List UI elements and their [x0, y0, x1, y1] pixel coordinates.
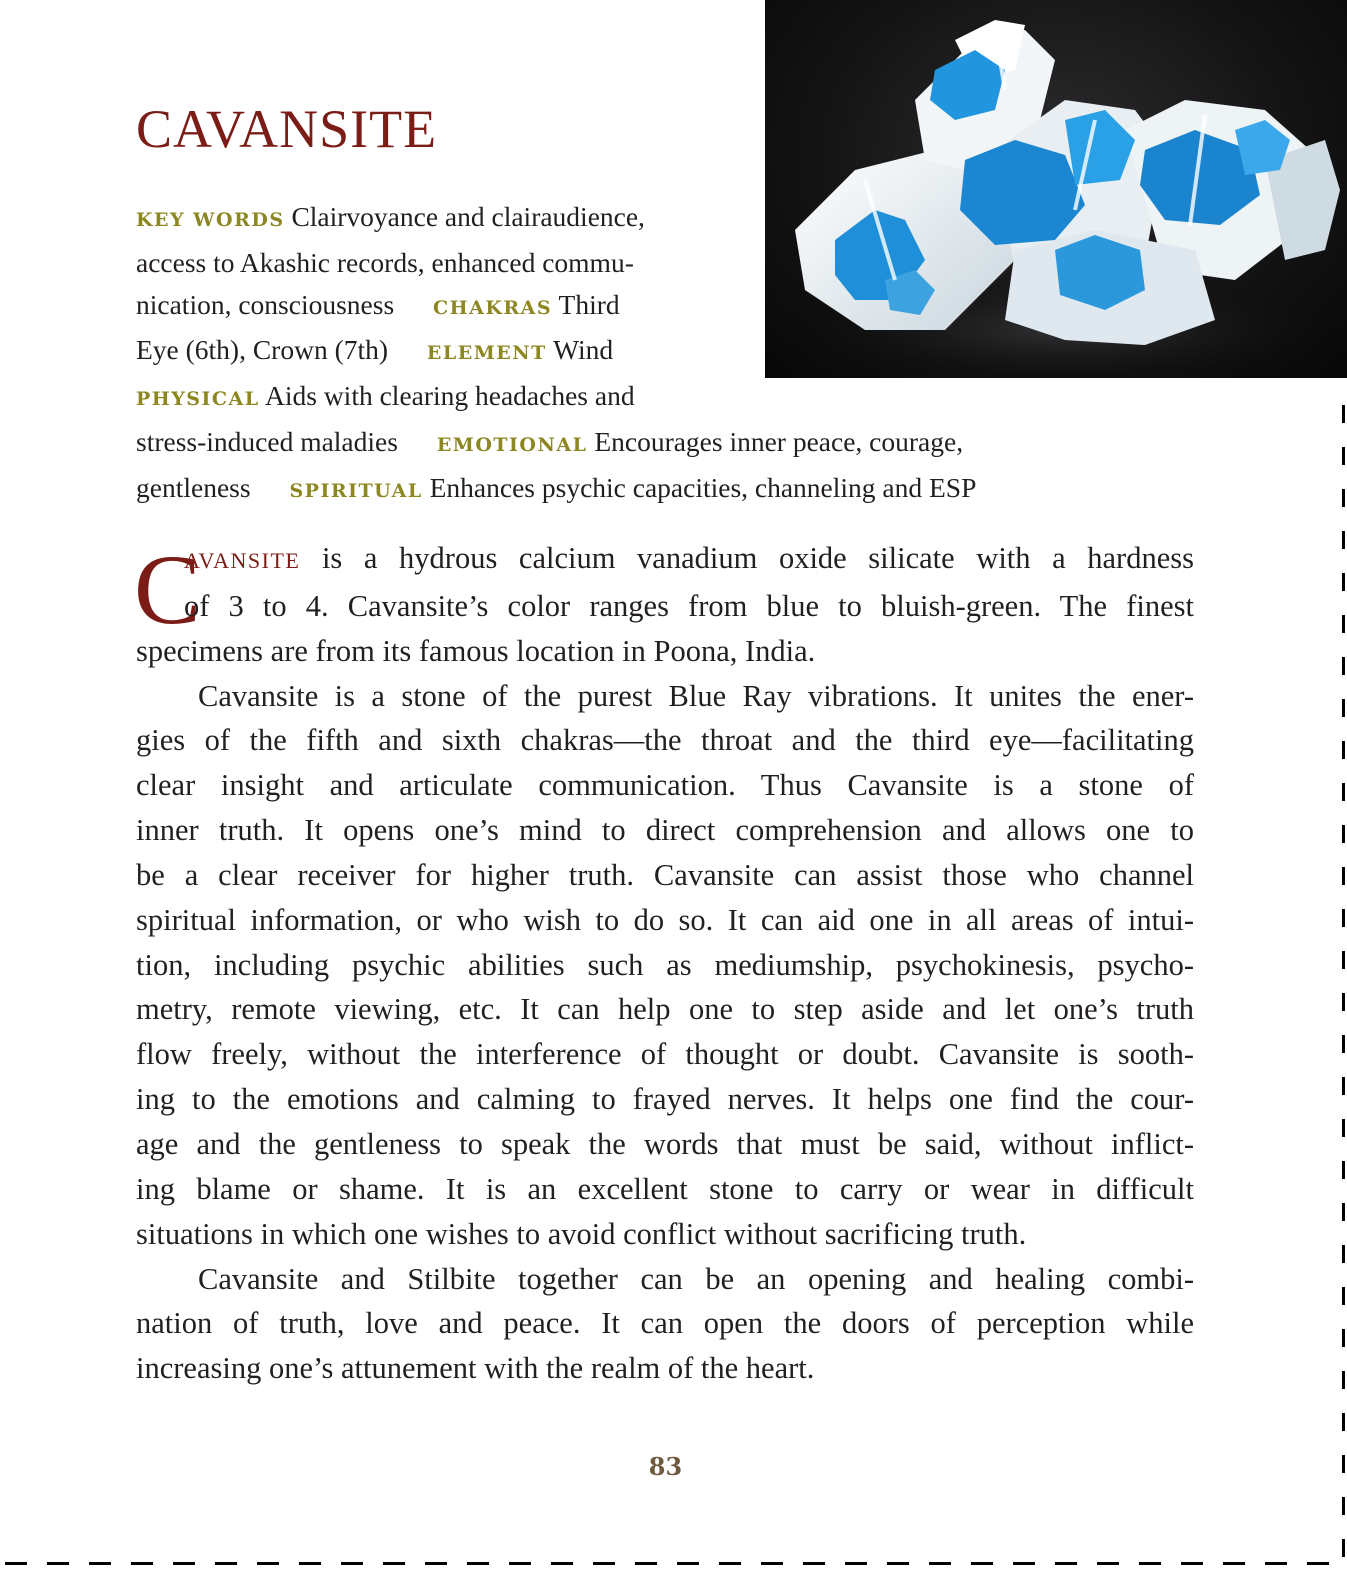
- crop-mark: [635, 1562, 657, 1565]
- paragraph-line: metry, remote viewing, etc. It can help one to step aside and let one’s truth: [136, 992, 1194, 1027]
- paragraph-line: inner truth. It opens one’s mind to direct comprehension and allows one to: [136, 813, 1194, 848]
- crop-mark: [887, 1562, 909, 1565]
- crop-mark: [1342, 657, 1345, 675]
- emotional-text: gentleness: [136, 471, 251, 503]
- crop-mark: [1265, 1562, 1287, 1565]
- page-number: 83: [648, 1452, 683, 1481]
- crop-mark: [845, 1562, 867, 1565]
- paragraph-line: Cavansite is a stone of the purest Blue Ray vibrations. It unites the ener-: [198, 678, 1194, 713]
- crop-mark: [467, 1562, 489, 1565]
- crop-mark: [131, 1562, 153, 1565]
- crop-mark: [1181, 1562, 1203, 1565]
- key-words-text: Clairvoyance and clairaudience,: [291, 201, 645, 232]
- crop-mark: [719, 1562, 741, 1565]
- crop-mark: [1342, 1455, 1345, 1473]
- crop-mark: [509, 1562, 531, 1565]
- crop-mark: [1342, 573, 1345, 591]
- crop-mark: [173, 1562, 195, 1565]
- crop-mark: [1342, 1371, 1345, 1389]
- crop-mark: [1342, 447, 1345, 465]
- crop-mark: [1342, 783, 1345, 801]
- paragraph-line: of 3 to 4. Cavansite’s color ranges from blue to bluish-green. The finest: [184, 588, 1194, 623]
- crop-mark: [1342, 993, 1345, 1011]
- paragraph-line: nation of truth, love and peace. It can open the doors of perception while: [136, 1306, 1194, 1341]
- chakras-text: Third: [558, 288, 620, 320]
- chakras-label: CHAKRAS: [433, 296, 553, 319]
- crop-mark: [425, 1562, 447, 1565]
- physical-text: Aids with clearing headaches and: [265, 380, 635, 412]
- crop-mark: [1342, 909, 1345, 927]
- crop-mark: [1342, 1497, 1345, 1515]
- paragraph-line: flow freely, without the interference of thought or doubt. Cavansite is sooth-: [136, 1037, 1194, 1072]
- crop-mark: [1342, 1539, 1345, 1557]
- crop-mark: [1342, 1329, 1345, 1347]
- emotional-text: Encourages inner peace, courage,: [594, 425, 964, 457]
- element-label: ELEMENT: [426, 342, 547, 365]
- crop-mark: [1055, 1562, 1077, 1565]
- crop-mark: [1342, 951, 1345, 969]
- paragraph-line: spiritual information, or who wish to do so. It can aid one in all areas of intui-: [136, 902, 1194, 937]
- crop-mark: [1342, 699, 1345, 717]
- crop-mark: [1342, 1203, 1345, 1221]
- crop-marks-right: [1336, 395, 1347, 1572]
- crop-mark: [299, 1562, 321, 1565]
- crop-mark: [1307, 1562, 1329, 1565]
- physical-text: stress-induced maladies: [136, 425, 398, 457]
- crop-mark: [89, 1562, 111, 1565]
- crop-mark: [1342, 741, 1345, 759]
- paragraph-line: situations in which one wishes to avoid conflict without sacrificing truth.: [136, 1216, 1027, 1251]
- paragraph-line: Cavansite and Stilbite together can be an opening and healing combi-: [198, 1261, 1194, 1296]
- page-title: CAVANSITE: [136, 99, 438, 159]
- crop-mark: [341, 1562, 363, 1565]
- crop-mark: [971, 1562, 993, 1565]
- crop-marks-bottom: [0, 1559, 1347, 1572]
- crop-mark: [1342, 405, 1345, 423]
- crop-mark: [47, 1562, 69, 1565]
- crop-mark: [1013, 1562, 1035, 1565]
- paragraph-line: specimens are from its famous location in Poona, India.: [136, 633, 816, 668]
- paragraph-line: gies of the fifth and sixth chakras—the throat and the third eye—facilitating: [136, 723, 1194, 758]
- spiritual-text: Enhances psychic capacities, channeling and ESP: [429, 471, 977, 503]
- paragraph-line: ing to the emotions and calming to frayed nerves. It helps one find the cour-: [136, 1082, 1194, 1117]
- crop-mark: [677, 1562, 699, 1565]
- paragraph-line: tion, including psychic abilities such as mediumship, psychokinesis, psycho-: [136, 947, 1194, 982]
- crop-mark: [1139, 1562, 1161, 1565]
- paragraph-line: ing blame or shame. It is an excellent stone to carry or wear in difficult: [136, 1171, 1194, 1206]
- crop-mark: [215, 1562, 237, 1565]
- crop-mark: [1097, 1562, 1119, 1565]
- crop-mark: [5, 1562, 27, 1565]
- paragraph-line: clear insight and articulate communication. Thus Cavansite is a stone of: [136, 768, 1194, 803]
- paragraph-line: be a clear receiver for higher truth. Cavansite can assist those who channel: [136, 857, 1194, 892]
- crop-mark: [1342, 1287, 1345, 1305]
- crop-mark: [761, 1562, 783, 1565]
- spiritual-label: SPIRITUAL: [289, 479, 423, 502]
- crop-mark: [1342, 867, 1345, 885]
- crop-mark: [929, 1562, 951, 1565]
- crop-mark: [1342, 825, 1345, 843]
- crop-mark: [551, 1562, 573, 1565]
- crop-mark: [1342, 1035, 1345, 1053]
- element-text: Wind: [553, 334, 614, 366]
- crop-mark: [803, 1562, 825, 1565]
- paragraph-text: is a hydrous calcium vanadium oxide silicate with a hardness: [321, 541, 1194, 575]
- body-text: [136, 536, 1194, 1391]
- key-words-label: KEY WORDS: [136, 209, 285, 231]
- crop-mark: [1342, 1245, 1345, 1263]
- paragraph-line: increasing one’s attunement with the realm of the heart.: [136, 1351, 815, 1386]
- chakras-text: Eye (6th), Crown (7th): [136, 334, 389, 366]
- crop-mark: [1342, 1413, 1345, 1431]
- key-words-text: nication, consciousness: [136, 288, 395, 320]
- crop-mark: [593, 1562, 615, 1565]
- crop-mark: [1342, 531, 1345, 549]
- drop-cap: C: [134, 534, 201, 645]
- lead-smallcaps: AVANSITE: [184, 548, 301, 573]
- crop-mark: [1342, 615, 1345, 633]
- crop-mark: [1342, 1119, 1345, 1137]
- properties-block: [136, 196, 1096, 513]
- physical-label: PHYSICAL: [136, 388, 260, 411]
- crop-mark: [1342, 1077, 1345, 1095]
- crop-mark: [383, 1562, 405, 1565]
- emotional-label: EMOTIONAL: [436, 433, 588, 456]
- paragraph-line: [136, 536, 1194, 584]
- crop-mark: [1342, 1161, 1345, 1179]
- crop-mark: [257, 1562, 279, 1565]
- paragraph-line: age and the gentleness to speak the words that must be said, without inflict-: [136, 1126, 1194, 1161]
- crop-mark: [1223, 1562, 1245, 1565]
- key-words-text: access to Akashic records, enhanced commu-: [136, 246, 634, 278]
- crop-mark: [1342, 489, 1345, 507]
